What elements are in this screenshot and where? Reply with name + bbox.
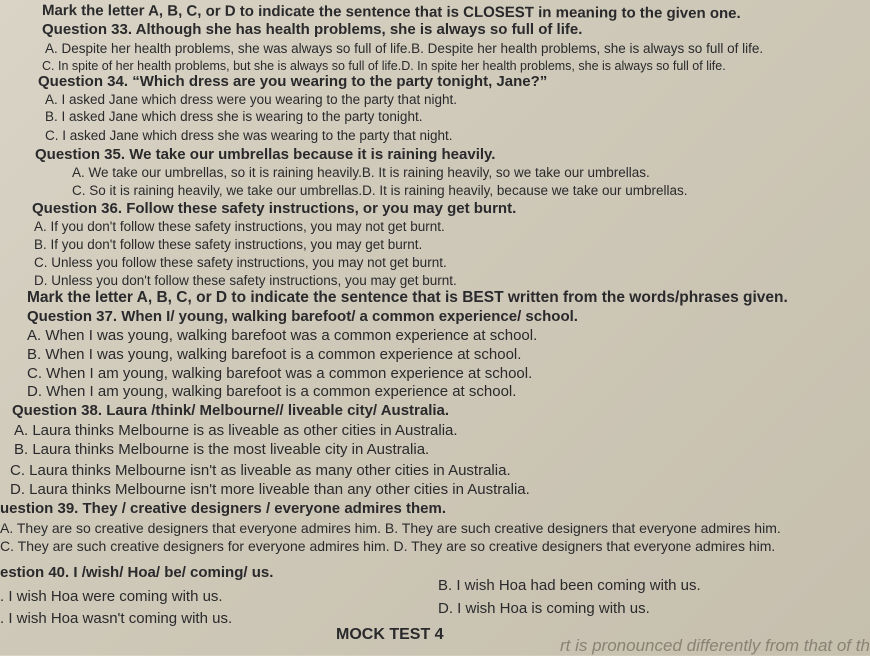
q38-option-c: C. Laura thinks Melbourne isn't as liveable as many other cities in Australia. — [10, 462, 511, 479]
q34-option-b: B. I asked Jane which dress she is wearing to the party tonight. — [45, 109, 423, 124]
q39-option-cd: C. They are such creative designers for everyone admires him. D. They are so creative designers that everyone admires him. — [0, 538, 776, 554]
q36-option-c: C. Unless you follow these safety instructions, you may not get burnt. — [34, 255, 447, 270]
q36-stem: Question 36. Follow these safety instructions, or you may get burnt. — [32, 200, 517, 217]
q38-option-b: B. Laura thinks Melbourne is the most liveable city in Australia. — [14, 441, 430, 458]
q40-option-b: B. I wish Hoa had been coming with us. — [438, 577, 701, 594]
q36-option-a: A. If you don't follow these safety instructions, you may not get burnt. — [34, 219, 445, 234]
q37-stem: Question 37. When I/ young, walking barefoot/ a common experience/ school. — [27, 308, 578, 325]
q40-option-d: D. I wish Hoa is coming with us. — [438, 600, 650, 617]
q39-option-ab: A. They are so creative designers that everyone admires him. B. They are such creative designers that everyone admires him. — [0, 520, 781, 536]
q37-option-d: D. When I am young, walking barefoot is a common experience at school. — [27, 383, 517, 400]
closest-instruction: Mark the letter A, B, C, or D to indicate the sentence that is CLOSEST in meaning to the given one. — [41, 2, 741, 23]
q35-option-ab: A. We take our umbrellas, so it is raining heavily.B. It is raining heavily, so we take our umbrellas. — [72, 165, 650, 180]
next-page-partial-text: rt is pronounced differently from that of th — [560, 636, 870, 655]
q38-option-d: D. Laura thinks Melbourne isn't more liveable than any other cities in Australia. — [10, 481, 530, 498]
q34-option-a: A. I asked Jane which dress were you wearing to the party that night. — [45, 92, 457, 107]
q38-option-a: A. Laura thinks Melbourne is as liveable as other cities in Australia. — [14, 422, 458, 439]
q33-option-ab: A. Despite her health problems, she was always so full of life.B. Despite her health problems, she is always so full of life. — [45, 41, 764, 56]
q37-option-a: A. When I was young, walking barefoot was a common experience at school. — [27, 327, 538, 344]
q37-option-b: B. When I was young, walking barefoot is a common experience at school. — [27, 346, 522, 363]
q34-stem: Question 34. “Which dress are you wearing to the party tonight, Jane?” — [38, 73, 548, 90]
q40-stem: estion 40. I /wish/ Hoa/ be/ coming/ us. — [0, 564, 274, 581]
q34-option-c: C. I asked Jane which dress she was wearing to the party that night. — [45, 128, 453, 143]
mock-test-title: MOCK TEST 4 — [336, 626, 444, 643]
best-instruction: Mark the letter A, B, C, or D to indicate the sentence that is BEST written from the words/phrases given. — [27, 289, 788, 306]
q36-option-b: B. If you don't follow these safety instructions, you may get burnt. — [34, 237, 423, 252]
q35-option-cd: C. So it is raining heavily, we take our umbrellas.D. It is raining heavily, because we take our umbrellas. — [72, 183, 688, 198]
q33-option-cd: C. In spite of her health problems, but she is always so full of life.D. In spite her health problems, she is always so full of life. — [42, 59, 726, 73]
q37-option-c: C. When I am young, walking barefoot was a common experience at school. — [27, 365, 533, 382]
q36-option-d: D. Unless you don't follow these safety instructions, you may get burnt. — [34, 273, 457, 288]
q38-stem: Question 38. Laura /think/ Melbourne// liveable city/ Australia. — [12, 402, 450, 419]
q35-stem: Question 35. We take our umbrellas because it is raining heavily. — [35, 146, 496, 163]
q39-stem: uestion 39. They / creative designers / everyone admires them. — [0, 500, 447, 517]
q33-stem: Question 33. Although she has health problems, she is always so full of life. — [42, 21, 583, 38]
q40-option-c: . I wish Hoa wasn't coming with us. — [0, 610, 233, 627]
q40-option-a: . I wish Hoa were coming with us. — [0, 588, 223, 605]
